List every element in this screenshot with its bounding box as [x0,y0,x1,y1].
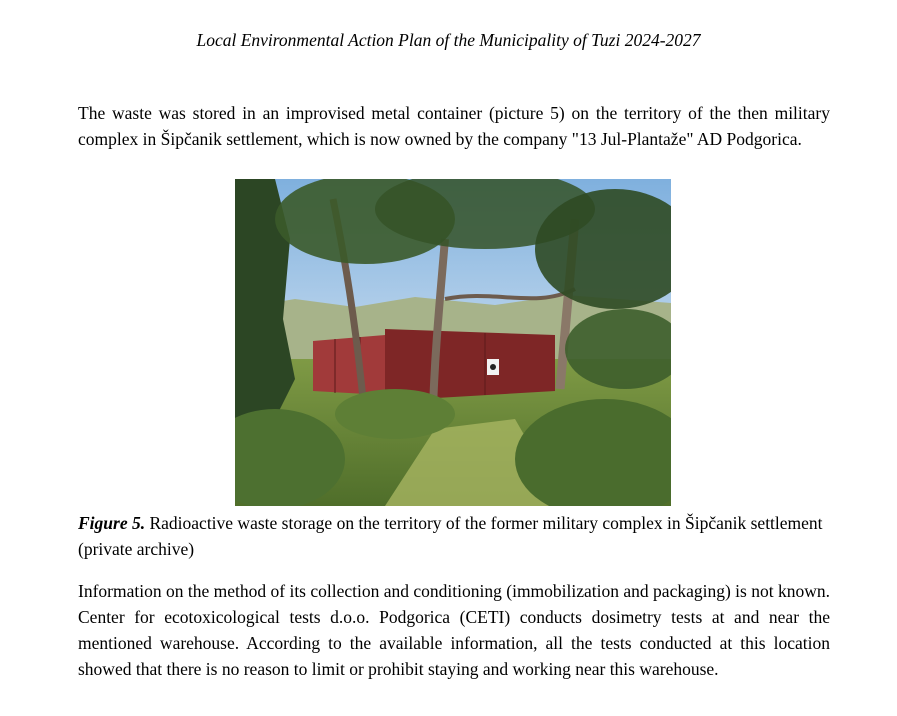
figure-5-photo [235,179,671,506]
figure-label: Figure 5. [78,513,146,533]
figure-caption-text: Radioactive waste storage on the territory of the former military complex in Šipčanik settlement (private archive) [78,513,823,559]
bush-center [335,389,455,439]
page-header: Local Environmental Action Plan of the Municipality of Tuzi 2024-2027 [196,30,701,50]
paragraph-information: Information on the method of its collection and conditioning (immobilization and packaging) is not known. Center for ecotoxicological tests d.o.o. Podgorica (CETI) conducts dosimetry tests at and near the mentioned warehouse. According to the available information, all the tests conducted at this location showed that there is no reason to limit or prohibit staying and working near this warehouse. [78,581,830,679]
paragraph-intro: The waste was stored in an improvised metal container (picture 5) on the territory of the then military complex in Šipčanik settlement, which is now owned by the company "13 Jul-Plantaže" AD Podgorica. [78,103,830,149]
figure-caption [78,510,830,562]
